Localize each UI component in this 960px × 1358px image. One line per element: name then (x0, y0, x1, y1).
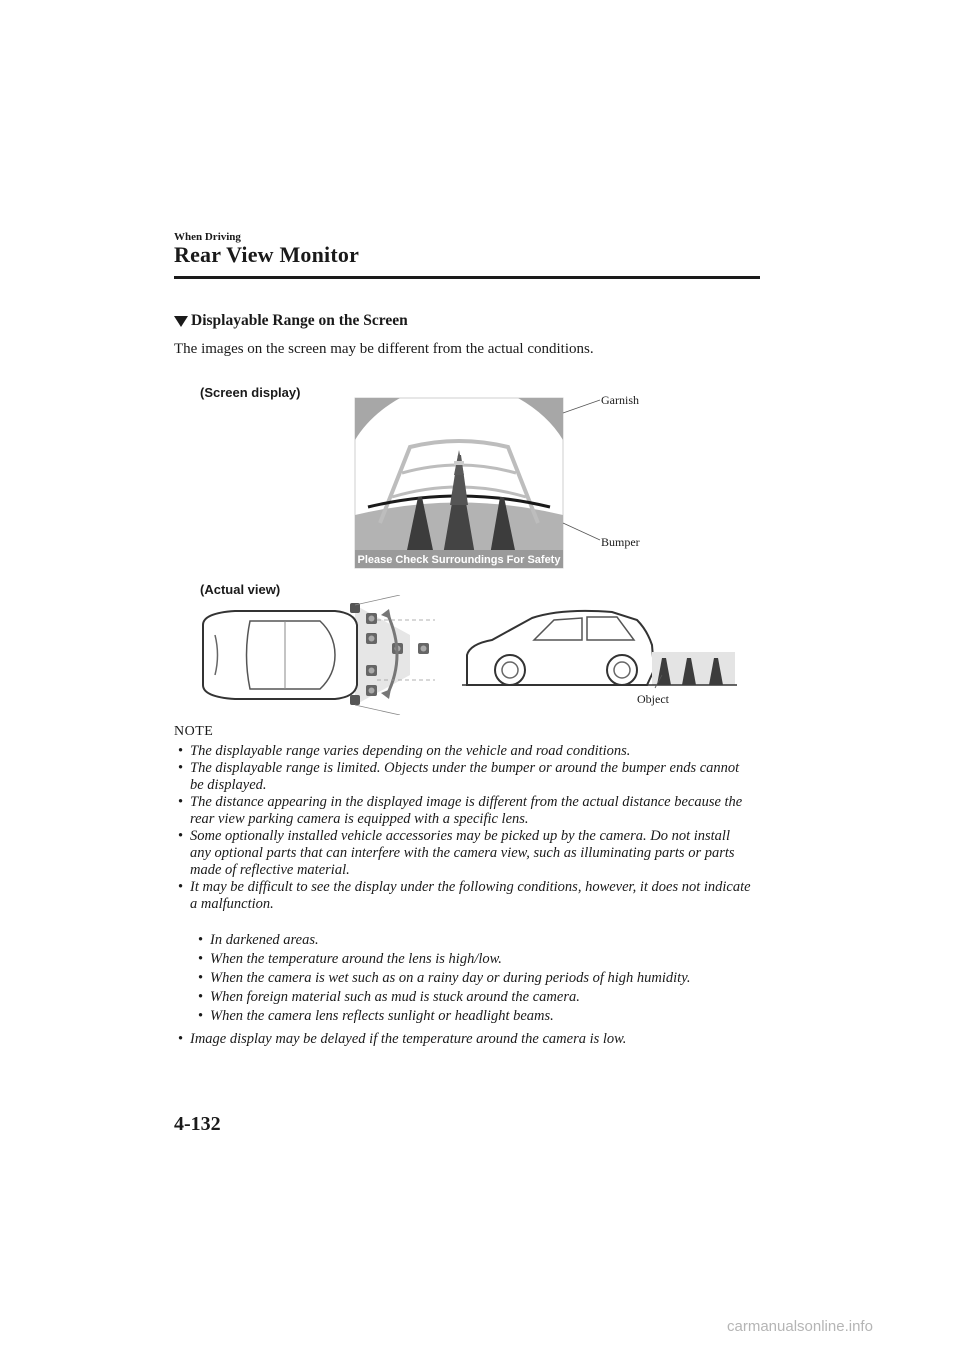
last-note-list (174, 1031, 754, 1048)
note-item: • Some optionally installed vehicle accessories may be picked up by the camera. Do not install any optional parts that can interfere with the camera view, such as illuminating parts or parts made of reflective material. (178, 828, 735, 878)
note-item: • The distance appearing in the displayed image is different from the actual distance because the rear view parking camera is equipped with a specific lens. (178, 794, 743, 827)
screen-display-illustration (340, 395, 610, 575)
side-view-car-illustration (462, 600, 742, 695)
actual-view-label: (Actual view) (200, 582, 281, 597)
condition-item: • In darkened areas. (198, 932, 319, 948)
bullet: • (178, 879, 184, 895)
note-item: • Image display may be delayed if the temperature around the camera is low. (178, 1031, 627, 1047)
note-item: • The displayable range varies depending on the vehicle and road conditions. (178, 743, 631, 759)
bullet: • (198, 932, 204, 948)
note-list (174, 743, 754, 913)
object-callout: Object (637, 692, 669, 706)
chapter-label: When Driving (174, 231, 241, 243)
safety-banner-text: Please Check Surroundings For Safety (357, 554, 561, 566)
note-item: • The displayable range is limited. Objects under the bumper or around the bumper ends cannot be displayed. (178, 760, 740, 793)
bullet: • (178, 760, 184, 776)
watermark: carmanualsonline.info (727, 1318, 873, 1335)
bullet: • (198, 1008, 204, 1024)
condition-sublist (194, 932, 754, 1027)
note-item: • It may be difficult to see the display under the following conditions, however, it does not indicate a malfunction. (178, 879, 751, 912)
section-title: Displayable Range on the Screen (191, 312, 408, 329)
top-view-car-illustration (195, 595, 440, 715)
bullet: • (178, 1031, 184, 1047)
intro-text: The images on the screen may be different from the actual conditions. (174, 341, 594, 357)
section-heading (174, 312, 408, 330)
bullet: • (178, 743, 184, 759)
condition-item: • When the camera lens reflects sunlight or headlight beams. (198, 1008, 554, 1024)
bullet: • (198, 970, 204, 986)
bullet: • (198, 989, 204, 1005)
triangle-down-icon (174, 316, 188, 327)
condition-item: • When the temperature around the lens is high/low. (198, 951, 502, 967)
bullet: • (178, 794, 184, 810)
condition-item: • When the camera is wet such as on a rainy day or during periods of high humidity. (198, 970, 691, 986)
note-heading: NOTE (174, 724, 214, 739)
bullet: • (178, 828, 184, 844)
screen-display-label: (Screen display) (200, 385, 301, 400)
garnish-callout: Garnish (601, 393, 639, 407)
page-number: 4-132 (174, 1113, 221, 1135)
bullet: • (198, 951, 204, 967)
page-title: Rear View Monitor (174, 242, 360, 267)
condition-item: • When foreign material such as mud is stuck around the camera. (198, 989, 580, 1005)
car-top-body (203, 611, 357, 699)
title-rule (174, 276, 760, 279)
bumper-callout: Bumper (601, 535, 640, 549)
